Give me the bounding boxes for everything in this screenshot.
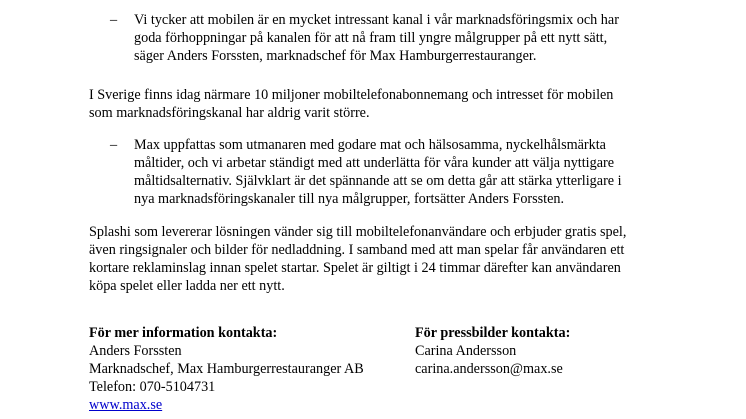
contact-press-heading: För pressbilder kontakta: — [415, 325, 571, 341]
paragraph-line: Splashi som levererar lösningen vänder sig till mobiltelefonanvändare och erbjuder gratis spel, — [89, 224, 627, 240]
paragraph-line: köpa spelet eller ladda ner ett nytt. — [89, 278, 285, 294]
contact-name: Anders Forssten — [89, 343, 182, 359]
contact-info-heading: För mer information kontakta: — [89, 325, 278, 341]
paragraph-line: även ringsignaler och bilder för nedladdning. I samband med att man spelar får användaren ett — [89, 242, 625, 258]
paragraph-mobile-subscriptions — [89, 86, 689, 122]
paragraph-line: kortare reklaminslag innan spelet startar. Spelet är giltigt i 24 timmar därefter kan användaren — [89, 260, 621, 276]
quote-line: Vi tycker att mobilen är en mycket intressant kanal i vår marknadsföringsmix och har — [134, 12, 619, 28]
quote-line: måltider, och vi arbetar ständigt med att underlätta för våra kunder att välja nyttigare — [134, 155, 615, 171]
quote-dash: – — [110, 137, 118, 153]
paragraph-line: I Sverige finns idag närmare 10 miljoner mobiltelefonabonnemang och intresset för mobilen — [89, 87, 614, 103]
paragraph-splashi-solution — [89, 223, 689, 295]
paragraph-line: som marknadsföringskanal har aldrig varit större. — [89, 105, 370, 121]
quote-line: Max uppfattas som utmanaren med godare mat och hälsosamma, nyckelhålsmärkta — [134, 137, 606, 153]
contact-info-block — [89, 324, 399, 414]
quote-line: måltidsalternativ. Självklart är det spännande att se om detta går att stärka ytterligare i — [134, 173, 622, 189]
contact-press-email: carina.andersson@max.se — [415, 361, 563, 377]
contact-press-name: Carina Andersson — [415, 343, 517, 359]
quote-line: säger Anders Forssten, marknadschef för Max Hamburgerrestauranger. — [134, 48, 537, 64]
quote-line: goda förhoppningar på kanalen för att nå fram till yngre målgrupper på ett nytt sätt, — [134, 30, 608, 46]
website-link[interactable]: www.max.se — [89, 397, 163, 413]
quote-line: nya marknadsföringskanaler till nya målgrupper, fortsätter Anders Forssten. — [134, 191, 565, 207]
contact-title: Marknadschef, Max Hamburgerrestauranger AB — [89, 361, 364, 377]
contact-phone: Telefon: 070-5104731 — [89, 379, 216, 395]
quote-text — [134, 11, 674, 65]
quote-dash: – — [110, 12, 118, 28]
quote-text — [134, 136, 674, 208]
contact-press-block — [415, 324, 665, 378]
